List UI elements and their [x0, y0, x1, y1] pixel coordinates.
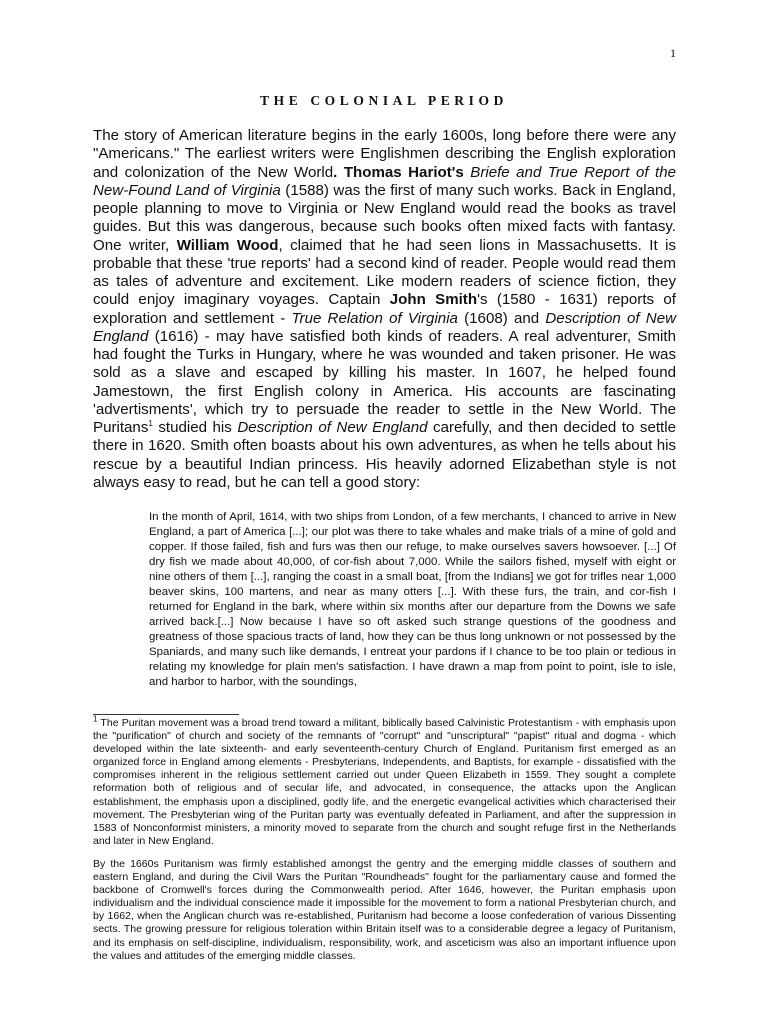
body-text-run: The story of American literature begins in the early 1600s, long before there were any "Americans." The earliest writers were Englishmen describing the English exploration and colonization of the New World [93, 127, 676, 181]
body-text-run: studied his [152, 419, 238, 436]
author-john-smith: John Smith [389, 291, 478, 309]
block-quote: In the month of April, 1614, with two ships from London, of a few merchants, I chanced to arrive in New England, a part of America [...]; our plot was there to take whales and make trials of a mine of gold and copper. If those failed, fish and furs was then our refuge, to make ourselves savers howsoever. [...] Of dry fish we made about 40,000, of cor-fish about 7,000. While the sailors fished, myself with eight or nine others of them [...], ranging the coast in a small boat, [from the Indians] we got for trifles near 1,000 beaver skins, 100 martens, and near as many otters [...]. With these furs, the train, and cor-fish I returned for England in the bark, where within six months after our departure from the Downs we safe arrived back.[...] Now because I have so oft asked such strange questions of the goodness and greatness of those spacious tracts of land, how they can be thus long unknown or not possessed by the Spaniards, and many such like demands, I entreat your pardons if I chance to be too plain or tedious in relating my knowledge for plain men's satisfaction. I have drawn a map from point to point, isle to isle, and harbor to harbor, with the soundings, [149, 511, 676, 688]
body-text-run: (1616) - may have satisfied both kinds of readers. A real adventurer, Smith had fought the Turks in Hungary, where he was wounded and taken prisoner. He was sold as a slave and escaped by killing his master. In 1607, he helped found Jamestown, the first English colony in America. His accounts are fascinating 'advertisments', which try to persuade the reader to settle in the New World. The Puritans [93, 327, 676, 436]
author-thomas-hariot: . Thomas Hariot's [333, 163, 464, 181]
work-title-description: Description of New England [237, 419, 428, 436]
footnote-marker: 1 [93, 714, 98, 724]
body-text-run: (1608) and [457, 309, 546, 327]
footnote-spacer [93, 848, 676, 858]
page-number: 1 [670, 46, 676, 60]
work-title-true-relation: True Relation of Virginia [291, 309, 458, 327]
body-paragraph [93, 127, 676, 492]
footnote-paragraph: By the 1660s Puritanism was firmly established amongst the gentry and the emerging middle classes of southern and eastern England, and during the Civil Wars the Puritan "Roundheads" fought for the parliamentary cause and formed the backbone of Cromwell's forces during the Commonwealth period. After 1646, however, the Puritan emphasis upon individualism and the individual conscience made it impossible for the movement to form a national Presbyterian church, and by 1662, when the Anglican church was re-established, Puritanism had become a loose confederation of various Dissenting sects. The growing pressure for religious toleration within Britain itself was to a considerable degree a legacy of Puritanism, and its emphasis on self-discipline, individualism, responsibility, work, and asceticism was also an important influence upon the values and attitudes of the emerging middle classes. [93, 857, 676, 962]
footnote-paragraph [93, 714, 676, 848]
work-title-description: Description of New England [93, 309, 676, 345]
author-william-wood: William Wood [176, 236, 279, 254]
footnote-reference[interactable]: 1 [148, 418, 153, 428]
body-text-run: , claimed that he had seen lions in Massachusetts. It is probable that these 'true reports' had a second kind of reader. People would read them as tales of adventure and excitement. Like modern readers of science fiction, they could enjoy imaginary voyages. Captain [93, 236, 676, 309]
body-text-run: (1588) was the first of many such works. Back in England, people planning to move to Virginia or New England would read the books as travel guides. But this was dangerous, because such books often mixed facts with fantasy. One writer, [93, 181, 676, 254]
page-title: THE COLONIAL PERIOD [260, 93, 508, 108]
footnote-text: The Puritan movement was a broad trend toward a militant, biblically based Calvinistic Protestantism - with emphasis upon the "purification" of church and society of the remnants of "corrupt" and "unscriptural" "papist" ritual and dogma - which developed within the late sixteenth- and early seventeenth-century Church of England. Puritanism first emerged as an organized force in England among elements - Presbyterians, Independents, and Baptists, for example - dissatisfied with the compromises inherent in the religious settlement carried out under Queen Elizabeth in 1559. They sought a complete reformation both of religious and of secular life, and advocated, in consequence, the attacks upon the Anglican establishment, the emphasis upon a disciplined, godly life, and the energetic evangelical activities which characterised their movement. The Presbyterian wing of the Puritan party was eventually defeated in Parliament, and after the suppression in 1583 of Nonconformist ministers, a minority moved to separate from the church and sought refuge first in the Netherlands and later in New England. [93, 717, 676, 847]
footnote [93, 714, 676, 963]
work-title-briefe: Briefe and True Report of the New-Found Land of Virginia [93, 163, 677, 199]
footnote-separator [93, 714, 239, 715]
body-text-run: 's (1580 - 1631) reports of exploration and settlement - [93, 291, 676, 327]
body-text-run: carefully, and then decided to settle there in 1620. Smith often boasts about his own adventures, as when he tells about his rescue by a beautiful Indian princess. His heavily adorned Elizabethan style is not always easy to read, but he can tell a good story: [93, 419, 676, 491]
